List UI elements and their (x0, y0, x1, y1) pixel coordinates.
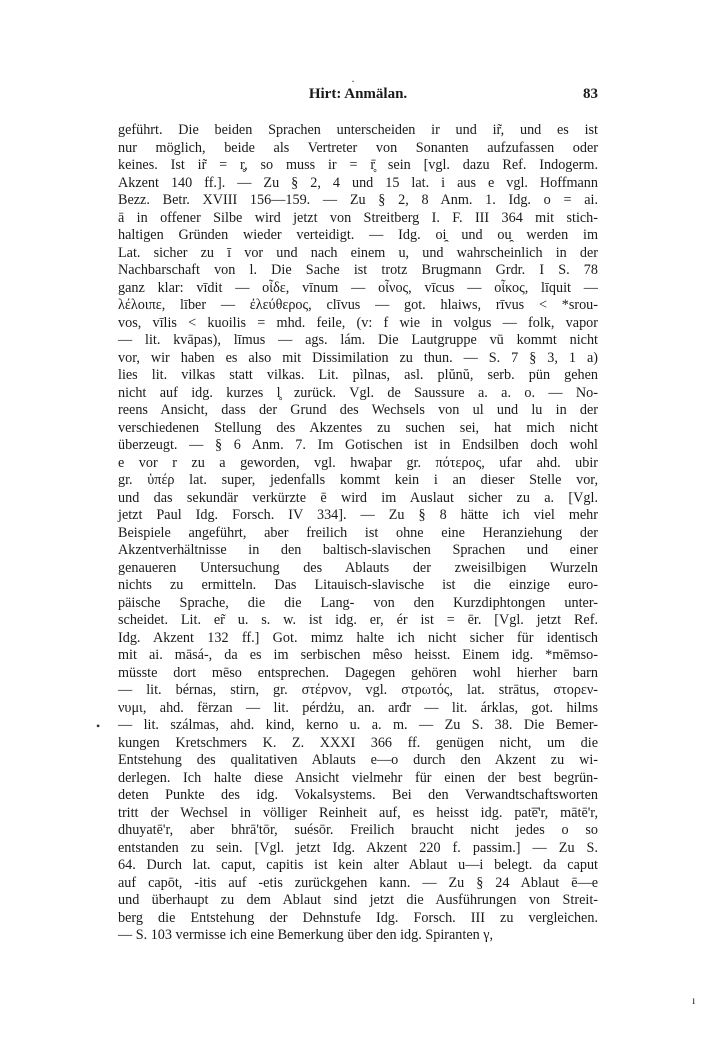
text-line: und überhaupt zu dem Ablaut sind jetzt die Ausführungen von Streit- (118, 892, 598, 908)
text-line: scheidet. Lit. er̃ u. s. w. ist idg. er, ér ist = ēr. [Vgl. jetzt Ref. (118, 612, 598, 628)
text-line: geführt. Die beiden Sprachen unterscheiden ir und ir̃, und es ist (118, 122, 598, 138)
text-line: vos, vīlis < kuoilis = mhd. feile, (v: f wie in volgus — folk, vapor (118, 314, 598, 331)
text-line: und das sekundär verkürzte ē wird im Auslaut sicher zu a. [Vgl. (118, 489, 598, 506)
text-line: berg die Entstehung der Dehnstufe Idg. Forsch. III zu vergleichen. (118, 909, 598, 926)
text-line: mit ai. māsá-, da es im serbischen mêso heisst. Einem idg. *mēmso- (118, 647, 598, 663)
running-header (118, 86, 598, 108)
margin-tick: ı (692, 993, 696, 1007)
text-line: deten Punkte des idg. Vokalsystems. Bei den Verwandtschaftsworten (118, 787, 598, 803)
text-line: überzeugt. — § 6 Anm. 7. Im Gotischen ist in Endsilben doch wohl (118, 437, 598, 453)
text-line: nur möglich, beide als Vertreter von Sonanten aufzufassen oder (118, 139, 598, 156)
text-line: ganz klar: vīdit — οἶδε, vīnum — οἶνος, vīcus — οἶκος, līquit — (118, 279, 598, 296)
text-line: lies lit. vilkas statt vilkas. Lit. pìlnas, asl. plŭnŭ, serb. pün gehen (118, 367, 598, 383)
text-line: λέλοιπε, līber — ἐλεύθερος, clīvus — got. hlaiws, rīvus < *srou- (118, 297, 598, 313)
text-line: haltigen Gründen wieder verteidigt. — Idg. oi̯ und ou̯ werden im (118, 227, 598, 243)
text-line: gr. ὑπέρ lat. super, jedenfalls kommt kein i an dieser Stelle vor, (118, 472, 598, 488)
text-line: Nachbarschaft von l. Die Sache ist trotz Brugmann Grdr. I S. 78 (118, 262, 598, 278)
text-line: Entstehung des qualitativen Ablauts e—o durch den Akzent zu wi- (118, 752, 598, 768)
text-line: — S. 103 vermisse ich eine Bemerkung über den idg. Spiranten γ, (118, 927, 494, 943)
text-line: 64. Durch lat. caput, capitis ist kein alter Ablaut u—i belegt. da caput (118, 857, 598, 873)
body-text (118, 122, 598, 945)
text-line: derlegen. Ich halte diese Ansicht vielmehr für einen der best begrün- (118, 769, 598, 786)
text-line: päische Sprache, die die Lang- von den Kurzdiphtongen unter- (118, 594, 598, 611)
text-line: kungen Kretschmers K. Z. XXXI 366 ff. genügen nicht, um die (118, 734, 598, 751)
text-line: e vor r zu a geworden, vgl. hwaþar gr. πότερος, ufar ahd. ubir (118, 454, 598, 471)
text-line: Bezz. Betr. XVIII 156—159. — Zu § 2, 8 Anm. 1. Idg. o = ai. (118, 192, 598, 208)
text-line: Akzent 140 ff.]. — Zu § 2, 4 und 15 lat. i aus e vgl. Hoffmann (118, 174, 598, 191)
text-line: — lit. kvāpas), līmus — ags. lám. Die Lautgruppe vū kommt nicht (118, 332, 598, 348)
text-line: nichts zu ermitteln. Das Litauisch-slavische ist die einzige euro- (118, 577, 598, 593)
text-line: — lit. bérnas, stirn, gr. στέρνον, vgl. στρωτός, lat. strātus, στορεν- (118, 682, 598, 698)
text-line: keines. Ist ir̃ = r̥, so muss ir = r̥̄ sein [vgl. dazu Ref. Indogerm. (118, 157, 598, 173)
text-line: jetzt Paul Idg. Forsch. IV 334]. — Zu § 8 hätte ich viel mehr (118, 507, 598, 523)
text-line: — lit. szálmas, ahd. kind, kerno u. a. m. — Zu S. 38. Die Bemer- (118, 717, 598, 733)
text-line: vor, wir haben es also mit Dissimilation zu thun. — S. 7 § 3, 1 a) (118, 349, 598, 366)
text-line: genaueren Untersuchung des Ablauts der zweisilbigen Wurzeln (118, 559, 598, 576)
margin-dot: • (96, 719, 101, 733)
text-line: Akzentverhältnisse in den baltisch-slavischen Sprachen und einer (118, 542, 598, 558)
text-line: müsste dort mēso entsprechen. Dagegen gehören wohl hierher barn (118, 664, 598, 681)
text-line: auf capōt, -itis auf -etis zurückgehen kann. — Zu § 24 Ablaut ē—e (118, 874, 598, 891)
text-line: Idg. Akzent 132 ff.] Got. mimz halte ich nicht sicher für identisch (118, 629, 598, 646)
text-line: ā in offener Silbe wird jetzt von Streitberg I. F. III 364 mit stich- (118, 209, 598, 226)
text-line: verschiedenen Stellung des Akzentes zu suchen sei, hat mich nicht (118, 419, 598, 436)
text-line: Beispiele angeführt, aber freilich ist ohne eine Heranziehung der (118, 524, 598, 541)
text-line: entstanden zu sein. [Vgl. jetzt Idg. Akzent 220 f. passim.] — Zu S. (118, 839, 598, 856)
text-line: tritt der Wechsel in völliger Reinheit auf, es heisst idg. pate̅'r, mātē'r, (118, 804, 598, 821)
text-line: Lat. sicher zu ī vor und nach einem u, und wahrscheinlich in der (118, 244, 598, 261)
text-line: nicht auf idg. kurzes l̥ zurück. Vgl. de Saussure a. a. o. — No- (118, 384, 598, 401)
text-line: reens Ansicht, dass der Grund des Wechsels von ul und lu in der (118, 402, 598, 418)
top-speck: · (351, 74, 355, 88)
text-line: dhuyatē'r, aber bhrā'tōr, suésōr. Freilich braucht nicht jedes o so (118, 822, 598, 838)
text-line: νυμι, ahd. fërzan — lit. pérdżu, an. arđr — lit. árklas, got. hilms (118, 699, 598, 716)
page-number: 83 (583, 86, 598, 102)
running-title: Hirt: Anmälan. (308, 86, 408, 102)
